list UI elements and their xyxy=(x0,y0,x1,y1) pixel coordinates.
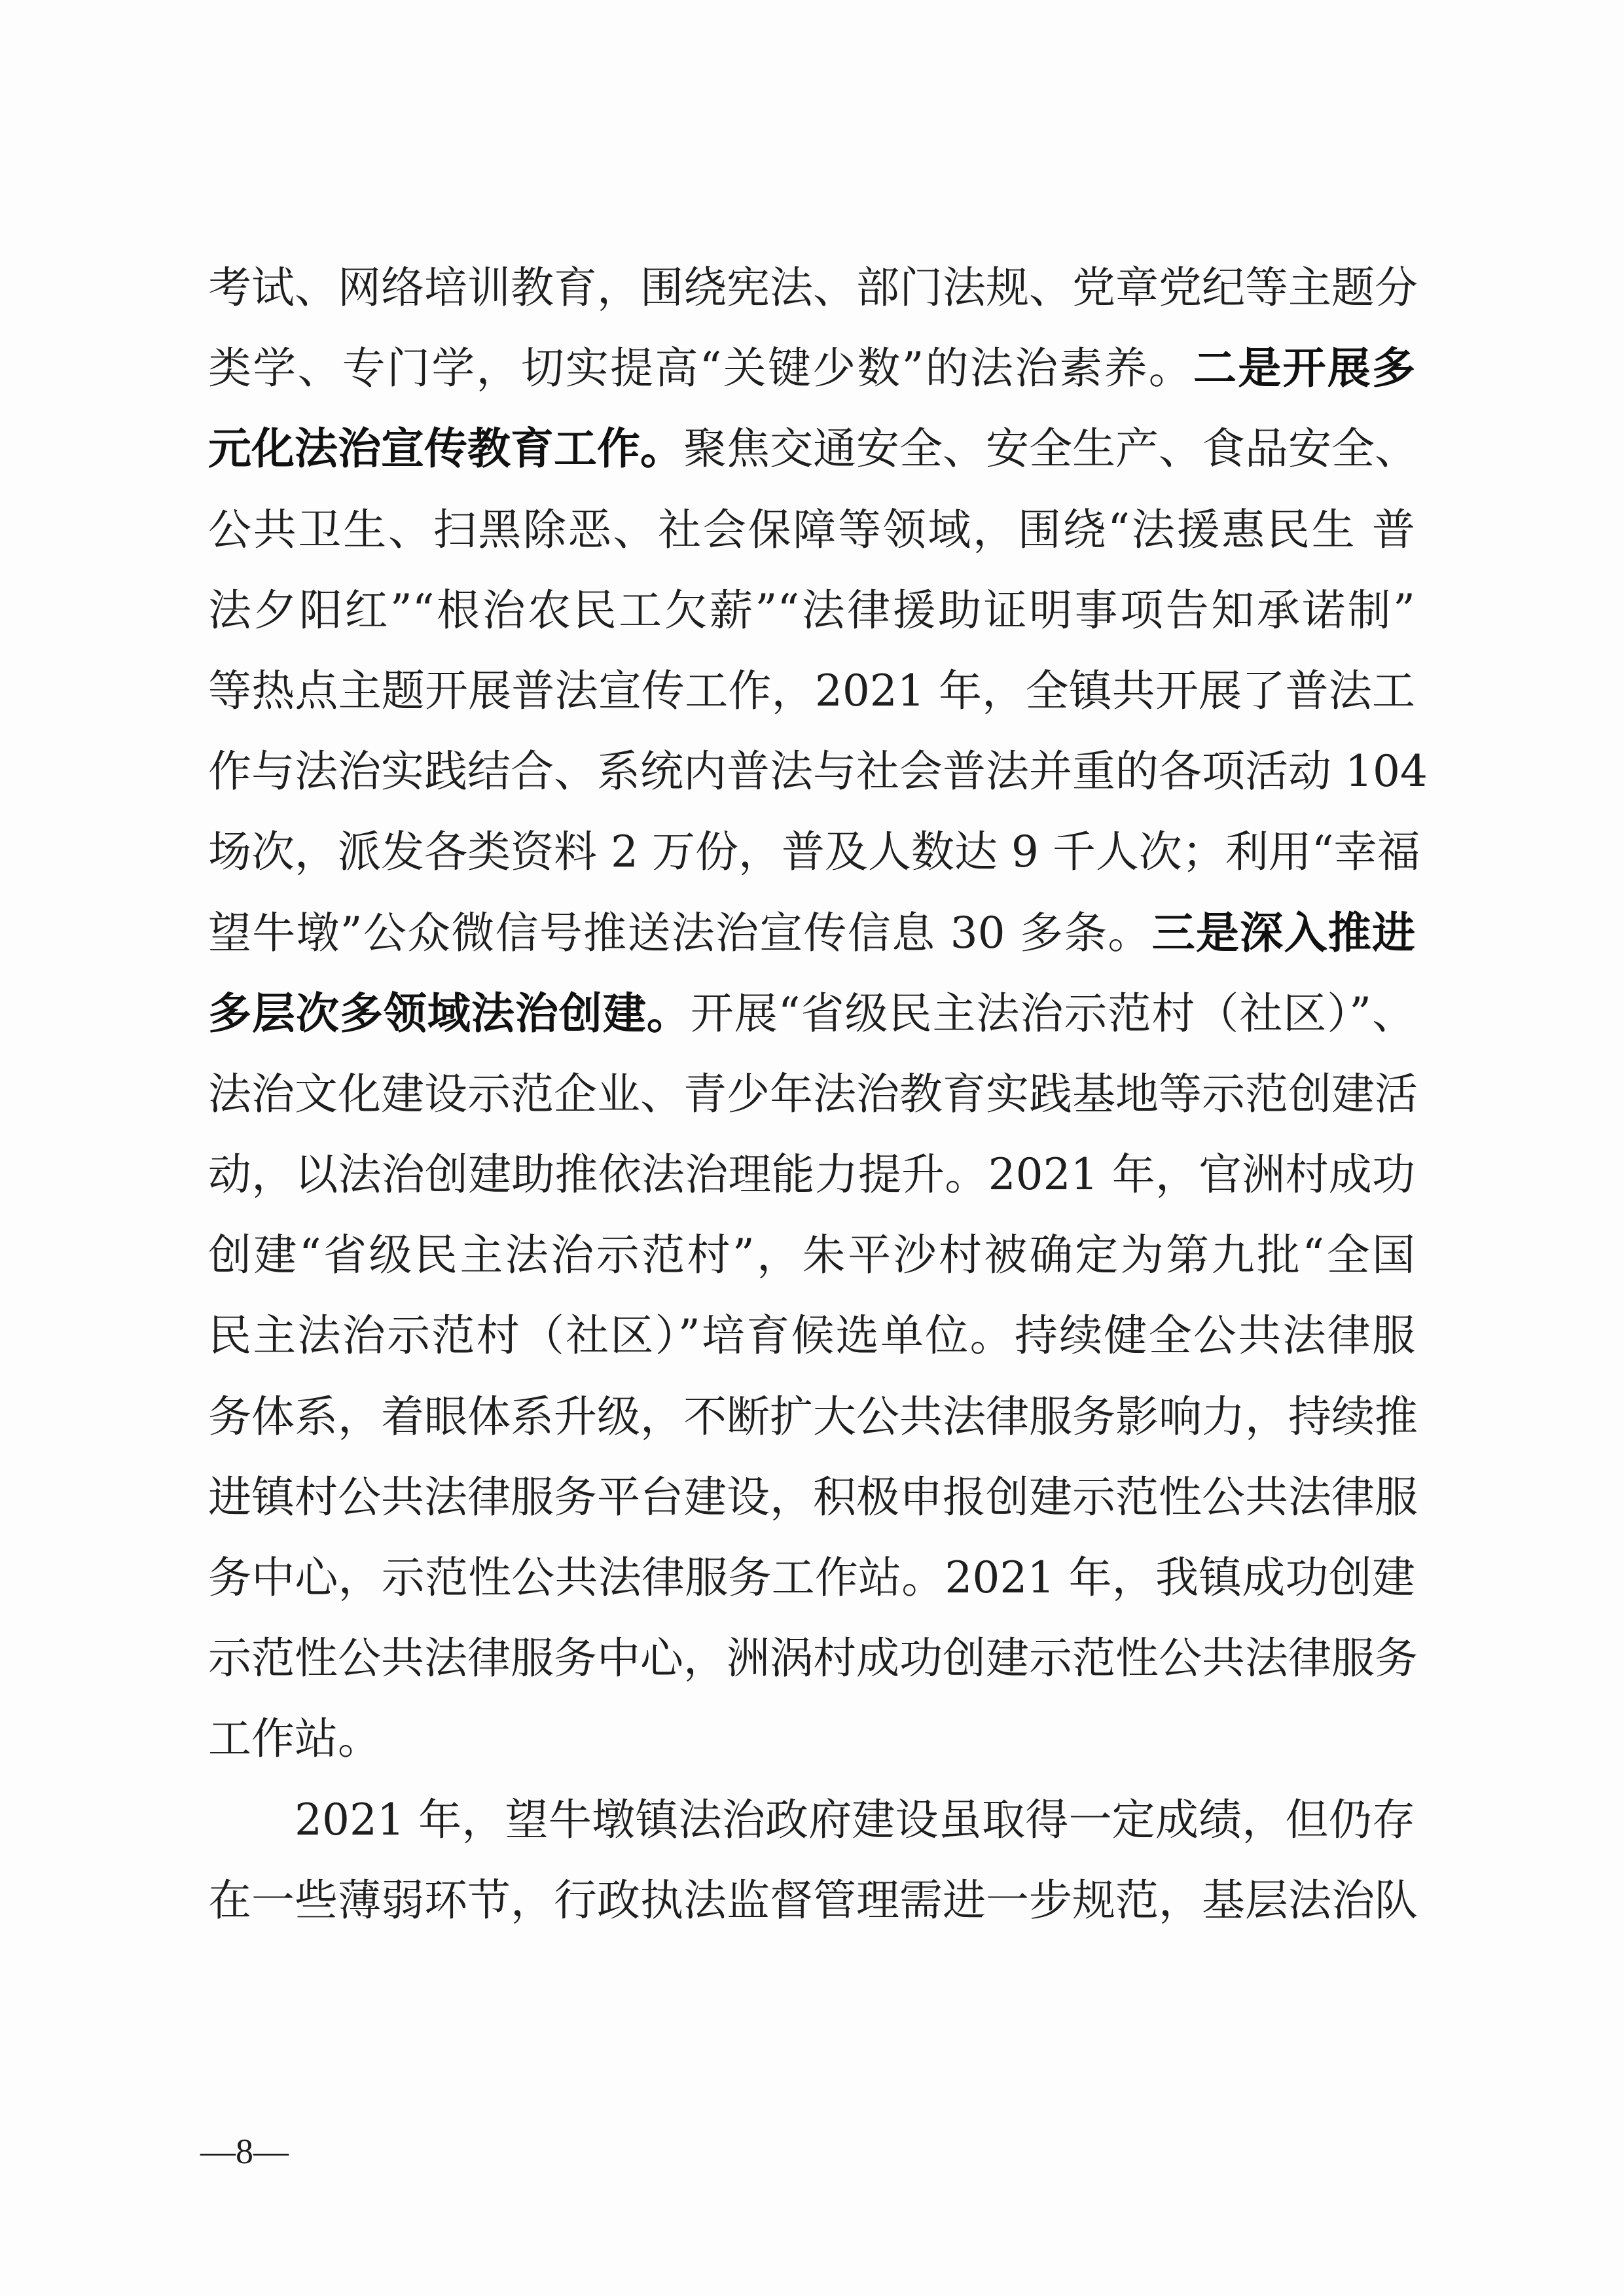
text-line xyxy=(208,1376,1418,1457)
text-run: 等热点主题开展普法宣传工作，2021 年，全镇共开展了普法工 xyxy=(208,665,1415,716)
text-line xyxy=(208,408,1418,489)
text-run: 2021 年，望牛墩镇法治政府建设虽取得一定成绩，但仍存 xyxy=(295,1794,1415,1845)
text-line xyxy=(208,651,1415,731)
text-run: 动，以法治创建助推依法治理能力提升。2021 年，官洲村成功 xyxy=(208,1149,1415,1200)
text-run: 考试、网络培训教育，围绕宪法、部门法规、党章党纪等主题分 xyxy=(208,262,1418,313)
text-line xyxy=(208,1698,1415,1779)
text-run: 开展“省级民主法治示范村（社区）”、 xyxy=(690,988,1416,1039)
text-run: 望牛墩”公众微信号推送法治宣传信息 30 多条。 xyxy=(208,907,1152,958)
text-run: 类学、专门学，切实提高“关键少数”的法治素养。 xyxy=(208,343,1194,394)
text-line xyxy=(208,490,1415,570)
text-line xyxy=(208,1537,1415,1618)
text-line xyxy=(208,1215,1415,1295)
text-line xyxy=(208,328,1415,408)
text-line xyxy=(208,973,1415,1054)
text-line xyxy=(208,1860,1418,1941)
text-run: 进镇村公共法律服务平台建设，积极申报创建示范性公共法律服 xyxy=(208,1471,1418,1522)
text-line xyxy=(208,1780,1415,1860)
page-number: —8— xyxy=(200,2132,289,2171)
bold-heading-run: 二是开展多 xyxy=(1193,343,1416,394)
text-run: 工作站。 xyxy=(208,1713,381,1765)
bold-heading-run: 多层次多领域法治创建。 xyxy=(208,988,691,1039)
text-line xyxy=(208,247,1418,328)
body-text xyxy=(208,247,1428,1941)
text-line xyxy=(208,893,1415,973)
text-line xyxy=(208,1134,1415,1215)
text-line xyxy=(208,812,1420,892)
text-line xyxy=(208,1295,1415,1376)
text-run: 作与法治实践结合、系统内普法与社会普法并重的各项活动 104 xyxy=(208,746,1428,797)
text-line xyxy=(208,1054,1418,1134)
text-line xyxy=(208,570,1415,651)
text-run: 公共卫生、扫黑除恶、社会保障等领域，围绕“法援惠民生 普 xyxy=(208,504,1415,555)
text-line xyxy=(208,1457,1418,1537)
text-line xyxy=(208,731,1428,812)
text-run: 示范性公共法律服务中心，洲涡村成功创建示范性公共法律服务 xyxy=(208,1633,1418,1684)
text-run: 聚焦交通安全、安全生产、食品安全、 xyxy=(683,423,1418,475)
text-run: 创建“省级民主法治示范村”，朱平沙村被确定为第九批“全国 xyxy=(208,1230,1415,1281)
bold-heading-run: 三是深入推进 xyxy=(1151,907,1415,958)
text-run: 务中心，示范性公共法律服务工作站。2021 年，我镇成功创建 xyxy=(208,1552,1415,1603)
bold-heading-run: 元化法治宣传教育工作。 xyxy=(208,423,683,475)
text-run: 法夕阳红”“根治农民工欠薪”“法律援助证明事项告知承诺制” xyxy=(208,584,1415,636)
text-run: 务体系，着眼体系升级，不断扩大公共法律服务影响力，持续推 xyxy=(208,1391,1418,1442)
text-run: 民主法治示范村（社区）”培育候选单位。持续健全公共法律服 xyxy=(208,1310,1415,1361)
text-run: 场次，派发各类资料 2 万份，普及人数达 9 千人次；利用“幸福 xyxy=(208,827,1420,878)
text-line xyxy=(208,1618,1418,1698)
text-run: 法治文化建设示范企业、青少年法治教育实践基地等示范创建活 xyxy=(208,1068,1418,1119)
text-run: 在一些薄弱环节，行政执法监督管理需进一步规范，基层法治队 xyxy=(208,1874,1418,1926)
